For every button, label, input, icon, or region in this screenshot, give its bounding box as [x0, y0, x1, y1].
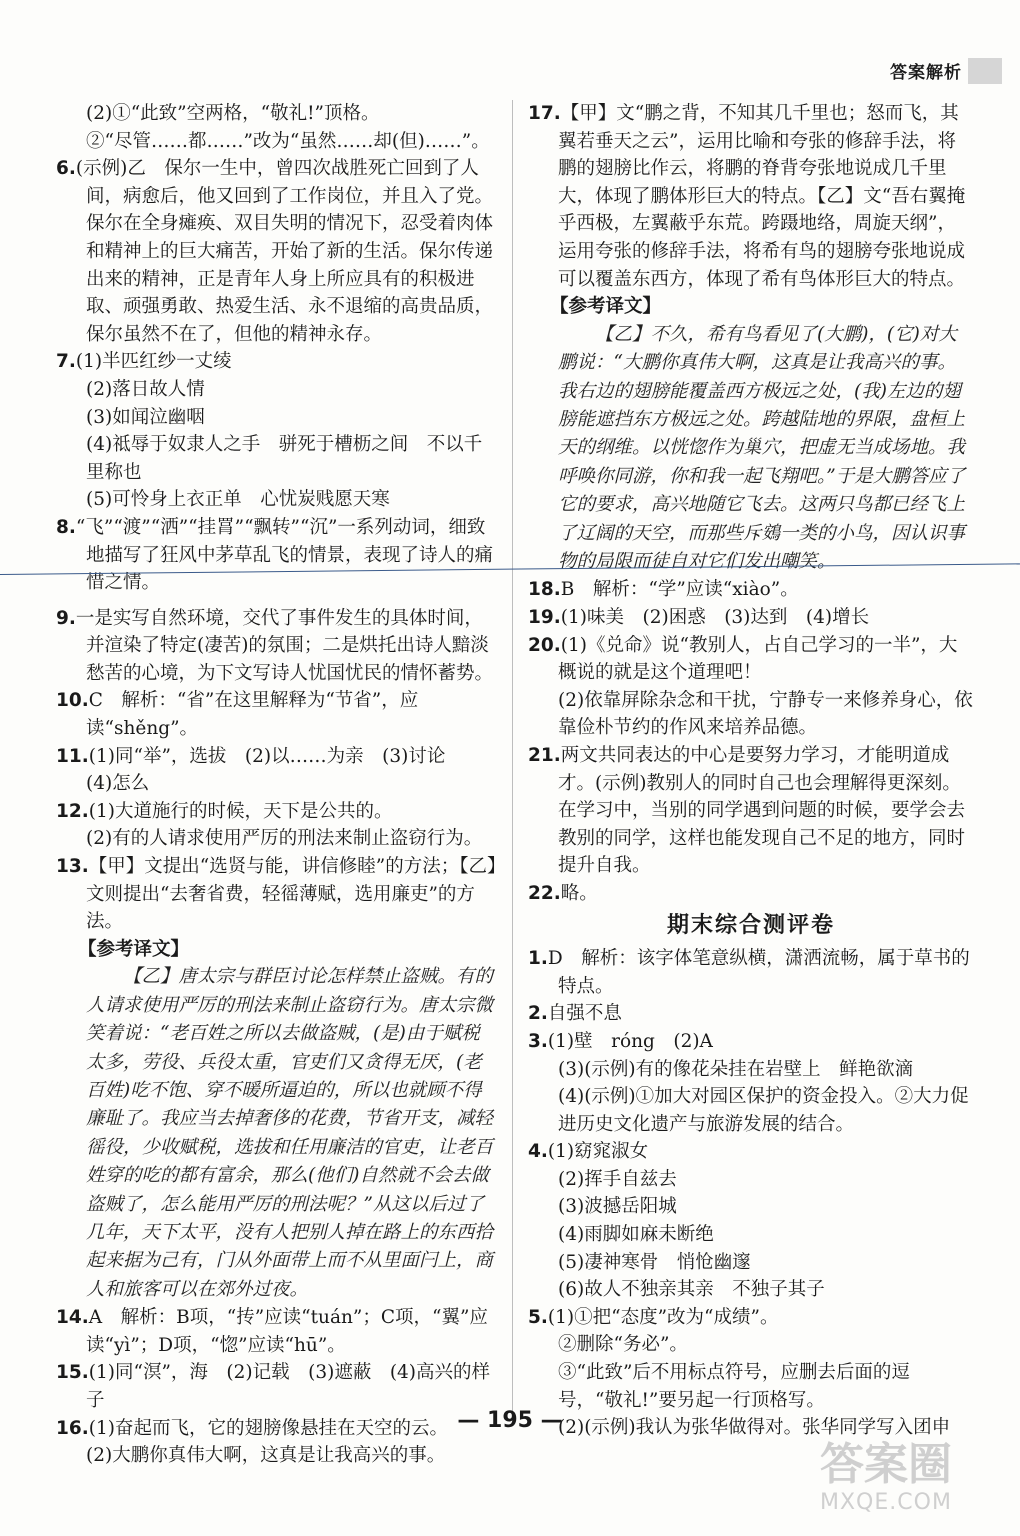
answer-line: (4)雨脚如麻未断绝 [558, 1224, 714, 1246]
answer-line: (4)(示例)①加大对园区保护的资金投入。②大力促进历史文化遗产与旅游发展的结合。 [558, 1086, 969, 1135]
watermark-logo [820, 1440, 1010, 1520]
question-8: 8.“飞”“渡”“洒”“挂罥”“飘转”“沉”一系列动词，细致地描写了狂风中茅草乱飞的情景，表现了诗人的痛惜之情。 [56, 516, 494, 594]
watermark-url: MXQE.COM [820, 1490, 952, 1515]
reference-translation: 【乙】不久，希有鸟看见了(大鹏)，(它)对大鹏说：“大鹏你真伟大啊，这真是让我高兴的事。我右边的翅膀能覆盖西方极远之处，(我)左边的翅膀能遮挡东方极远之处。跨越陆地的界限，盘桓上天的纲维。以恍惚作为巢穴，把虚无当成场地。我呼唤你同游，你和我一起飞翔吧。”于是大鹏答应了它的要求，高兴地随它飞去。这两只鸟都已经飞上了辽阔的天空，而那些斥鴳一类的小鸟，因认识事物的局限而徒自对它们发出嘲笑。 [558, 323, 966, 572]
question-22: 22.略。 [528, 882, 598, 904]
answer-line: (4)祗辱于奴隶人之手 骈死于槽枥之间 不以千里称也 [86, 434, 483, 483]
answer-line: (3)波撼岳阳城 [558, 1196, 677, 1218]
page-number: — 195 — [457, 1408, 563, 1433]
answer-line: (5)凄神寒骨 悄怆幽邃 [558, 1251, 751, 1273]
right-column [528, 100, 974, 1442]
section-title: 期末综合测评卷 [666, 912, 835, 938]
question-7: 7.(1)半匹红纱一丈绫 [56, 351, 232, 373]
answer-line: ②“尽管……都……”改为“虽然……却(但)……”。 [86, 130, 490, 152]
question-6: 6.(示例)乙 保尔一生中，曾四次战胜死亡回到了人间，病愈后，他又回到了工作岗位，并且入了党。保尔在全身瘫痪、双目失明的情况下，忍受着肉体和精神上的巨大痛苦，开始了新的生活。保尔传递出来的精神，正是青年人身上所应具有的积极进取、顽强勇敢、热爱生活、永不退缩的高贵品质，保尔虽然不在了，但他的精神永存。 [56, 158, 494, 345]
question-20: 20.(1)《兑命》说“教别人，占自己学习的一半”，大概说的就是这个道理吧！ [528, 634, 958, 684]
question-11: 11.(1)同“举”，选拔 (2)以……为亲 (3)讨论 [56, 745, 446, 767]
watermark-logo-text: 答案圈 [820, 1439, 952, 1490]
question-19: 19.(1)味美 (2)困惑 (3)达到 (4)增长 [528, 607, 870, 628]
answer-line: (2)依靠屏除杂念和干扰，宁静专一来修养身心，依靠俭朴节约的作风来培养品德。 [558, 689, 973, 739]
answer-line: (6)故人不独亲其亲 不独子其子 [558, 1279, 825, 1301]
answer-line: ②删除“务必”。 [558, 1334, 688, 1356]
answer-line: (2)有的人请求使用严厉的刑法来制止盗窃行为。 [86, 828, 483, 850]
answer-line: (4)怎么 [86, 773, 150, 795]
question-10: 10.C 解析：“省”在这里解释为“节省”，应读“shěng”。 [56, 690, 419, 740]
answer-line: (3)如闻泣幽咽 [86, 406, 205, 428]
exam-question-2: 2.自强不息 [528, 1003, 622, 1025]
question-14: 14.A 解析：B项，“抟”应读“tuán”；C项，“翼”应读“yì”；D项，“惚”应读“hū”。 [56, 1307, 488, 1356]
question-18: 18.B 解析：“学”应读“xiào”。 [528, 579, 799, 601]
answer-line: ③“此致”后不用标点符号，应删去后面的逗号，“敬礼!”要另起一行顶格写。 [558, 1362, 910, 1411]
answer-line: (2)①“此致”空两格，“敬礼!”顶格。 [86, 103, 380, 124]
question-12: 12.(1)大道施行的时候，天下是公共的。 [56, 800, 393, 822]
header-tab-marker [968, 58, 1002, 84]
column-divider [512, 100, 513, 1420]
question-21: 21.两文共同表达的中心是要努力学习，才能明道成才。(示例)教别人的同时自己也会理解得更深刻。在学习中，当别的同学遇到问题的时候，要学会去教别的同学，这样也能发现自己不足的地方，同时提升自我。 [528, 744, 966, 877]
exam-question-4: 4.(1)窈窕淑女 [528, 1141, 649, 1163]
question-15: 15.(1)同“溟”，海 (2)记载 (3)遮蔽 (4)高兴的样子 [56, 1362, 491, 1412]
exam-question-5: 5.(1)①把“态度”改为“成绩”。 [528, 1306, 779, 1328]
answer-line: (2)落日故人情 [86, 378, 205, 400]
answer-line: (5)可怜身上衣正单 心忧炭贱愿天寒 [86, 489, 390, 511]
answer-line: (2)大鹏你真伟大啊，这真是让我高兴的事。 [86, 1445, 446, 1467]
left-column [56, 100, 498, 1470]
exam-question-3: 3.(1)壁 róng (2)A [528, 1030, 713, 1052]
answer-line: (3)(示例)有的像花朵挂在岩壁上 鲜艳欲滴 [558, 1058, 914, 1080]
question-16: 16.(1)奋起而飞，它的翅膀像悬挂在天空的云。 [56, 1417, 448, 1439]
question-13: 13.【甲】文提出“选贤与能，讲信修睦”的方法；【乙】文则提出“去奢省费，轻徭薄赋，选用廉吏”的方法。 [56, 856, 497, 933]
header-title: 答案解析 [890, 63, 962, 83]
reference-translation-heading: 【参考译文】 [78, 938, 190, 960]
reference-translation: 【乙】唐太宗与群臣讨论怎样禁止盗贼。有的人请求使用严厉的刑法来制止盗窃行为。唐太宗微笑着说：“老百姓之所以去做盗贼，(是)由于赋税太多，劳役、兵役太重，官吏们又贪得无厌，(老百姓)吃不饱、穿不暖所逼迫的，所以也就顾不得廉耻了。我应当去掉奢侈的花费，节省开支，减轻徭役，少收赋税，选拔和任用廉洁的官吏，让老百姓穿的吃的都有富余，那么(他们)自然就不会去做盗贼了，怎么能用严厉的刑法呢？”从这以后过了几年，天下太平，没有人把别人掉在路上的东西拾起来据为己有，门从外面带上而不从里面闩上，商人和旅客可以在郊外过夜。 [86, 966, 494, 1300]
answer-line: (2)挥手自兹去 [558, 1168, 677, 1190]
exam-question-1: 1.D 解析：该字体笔意纵横，潇洒流畅，属于草书的特点。 [528, 948, 970, 997]
question-17: 17.【甲】文“鹏之背，不知其几千里也；怒而飞，其翼若垂天之云”，运用比喻和夸张的修辞手法，将鹏的翅膀比作云，将鹏的脊背夸张地说成几千里大，体现了鹏体形巨大的特点。【乙】文“吾右翼掩乎西极，左翼蔽乎东荒。跨蹑地络，周旋天纲”，运用夸张的修辞手法，将希有鸟的翅膀夸张地说成可以覆盖东西方，体现了希有鸟体形巨大的特点。 [528, 103, 966, 290]
question-9: 9.一是实写自然环境，交代了事件发生的具体时间，并渲染了特定(凄苦)的氛围；二是烘托出诗人黯淡愁苦的心境，为下文写诗人忧国忧民的情怀蓄势。 [56, 607, 494, 684]
reference-translation-heading: 【参考译文】 [550, 296, 662, 318]
answer-line: (2)(示例)我认为张华做得对。张华同学写入团申 [558, 1417, 951, 1439]
